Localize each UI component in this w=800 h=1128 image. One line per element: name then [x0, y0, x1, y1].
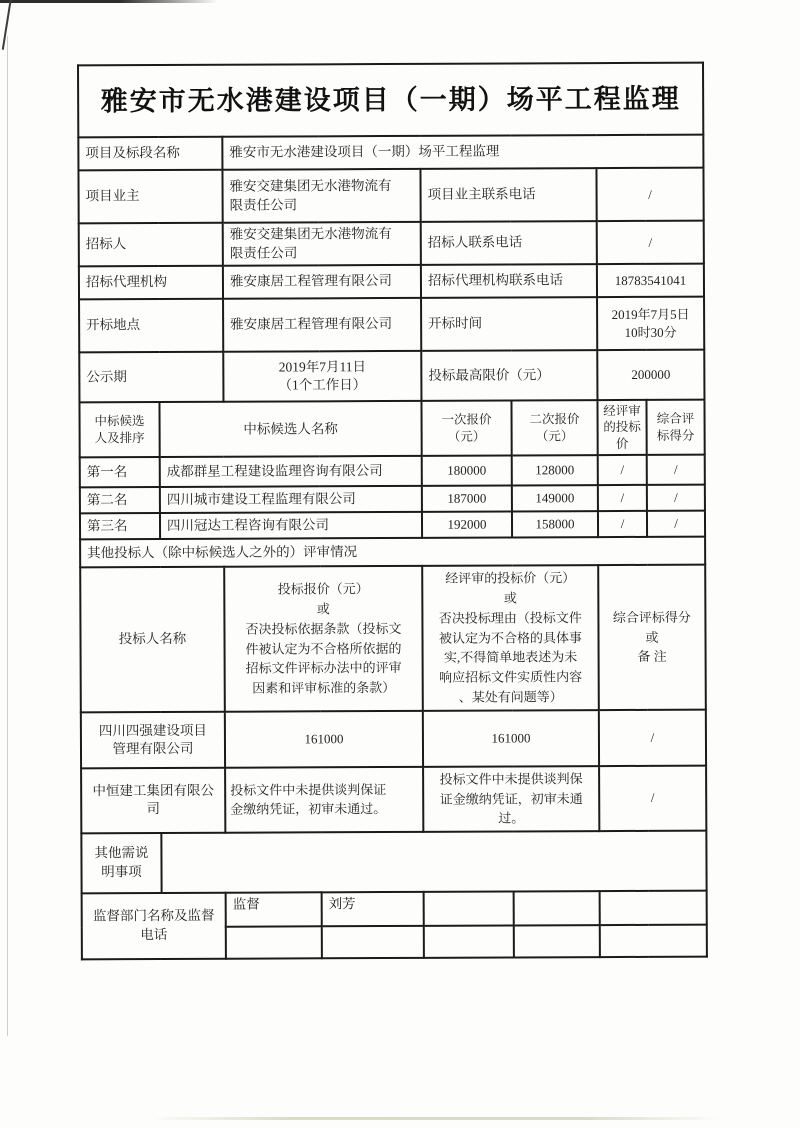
supervision-cell — [424, 925, 514, 957]
bidder-evaluated: 161000 — [423, 710, 599, 767]
other-bidders-banner: 其他投标人（除中标候选人之外的）评审情况 — [80, 537, 705, 568]
max-price-label: 投标最高限价（元） — [421, 350, 597, 401]
candidate-second-offer: 158000 — [512, 511, 598, 537]
supervision-cell — [600, 890, 707, 924]
bidder-evaluated: 投标文件中未提供谈判保 证金缴纳凭证，初审未通 过。 — [423, 766, 599, 831]
supervision-cell — [424, 891, 514, 925]
project-name-value: 雅安市无水港建设项目（一期）场平工程监理 — [222, 135, 703, 170]
second-offer-header: 二次报价 （元） — [511, 400, 597, 455]
bidder-price: 161000 — [225, 711, 423, 768]
agency-value: 雅安康居工程管理有限公司 — [223, 265, 421, 299]
candidate-score: / — [647, 511, 705, 537]
evaluated-price-header: 经评审 的投标 价 — [597, 400, 646, 455]
candidate-evaluated-price: / — [598, 485, 647, 511]
candidate-second-offer: 128000 — [512, 455, 598, 485]
scan-edge-bottom — [148, 1117, 723, 1120]
scan-edge-left — [7, 36, 8, 1036]
publicity-period-value: 2019年7月11日 （1个工作日） — [223, 351, 421, 402]
tender-result-table — [77, 62, 708, 960]
opening-place-value: 雅安康居工程管理有限公司 — [223, 298, 421, 352]
agency-label: 招标代理机构 — [79, 266, 223, 300]
publicity-period-label: 公示期 — [79, 352, 223, 403]
candidate-evaluated-price: / — [598, 455, 647, 485]
candidate-score: / — [647, 455, 705, 485]
candidate-rank-header: 中标候选 人及排序 — [79, 402, 159, 457]
candidate-evaluated-price: / — [598, 511, 647, 537]
bidder-name-header: 投标人名称 — [80, 567, 225, 713]
tenderer-phone-label: 招标人联系电话 — [421, 221, 597, 265]
bidder-evaluated-header: 经评审的投标价（元） 或 否决投标理由（投标文件 被认定为不合格的具体事 实,不得简单地表述为未 响应招标文件实质性内容 、某处有问题等） — [422, 565, 599, 711]
page-title: 雅安市无水港建设项目（一期）场平工程监理 — [78, 63, 703, 138]
agency-phone-value: 18783541041 — [597, 264, 704, 297]
candidate-rank: 第三名 — [80, 513, 160, 539]
candidate-first-offer: 180000 — [422, 455, 512, 485]
opening-place-label: 开标地点 — [79, 299, 223, 353]
candidate-name: 四川城市建设工程监理有限公司 — [160, 486, 422, 513]
opening-time-value: 2019年7月5日 10时30分 — [597, 297, 704, 350]
candidate-rank: 第二名 — [80, 487, 160, 513]
project-name-label: 项目及标段名称 — [78, 137, 222, 171]
bidder-name: 四川四强建设项目 管理有限公司 — [81, 712, 225, 769]
tenderer-label: 招标人 — [79, 223, 223, 267]
agency-phone-label: 招标代理机构联系电话 — [421, 264, 597, 298]
owner-phone-value: / — [596, 168, 703, 221]
bidder-price: 投标文件中未提供谈判保证 金缴纳凭证，初审未通过。 — [225, 767, 423, 832]
owner-label: 项目业主 — [78, 170, 222, 224]
max-price-value: 200000 — [597, 350, 704, 400]
supervision-cell: 监督 — [226, 892, 322, 926]
supervision-cell — [322, 925, 424, 957]
bidder-name: 中恒建工集团有限公 司 — [81, 768, 225, 833]
score-header: 综合评 标得分 — [646, 400, 704, 455]
candidate-name-header: 中标候选人名称 — [159, 401, 421, 457]
scan-edge-top — [0, 0, 218, 3]
supervision-cell — [514, 925, 600, 957]
supervisor-name: 刘芳 — [322, 891, 424, 925]
candidate-score: / — [647, 485, 705, 511]
candidate-name: 成都群星工程建设监理咨询有限公司 — [160, 456, 422, 487]
candidate-rank: 第一名 — [80, 457, 160, 487]
first-offer-header: 一次报价 （元） — [421, 400, 511, 455]
bidder-score-header: 综合评标得分 或 备 注 — [598, 565, 706, 710]
supervision-cell — [514, 891, 600, 925]
owner-value: 雅安交建集团无水港物流有 限责任公司 — [222, 169, 420, 223]
supervision-cell — [226, 926, 322, 958]
supervision-cell — [600, 924, 707, 956]
candidate-first-offer: 192000 — [422, 511, 512, 537]
candidate-name: 四川冠达工程咨询有限公司 — [160, 512, 422, 539]
notes-label: 其他需说 明事项 — [81, 833, 161, 893]
main-table — [77, 62, 708, 960]
owner-phone-label: 项目业主联系电话 — [420, 168, 596, 222]
bidder-remark: / — [599, 710, 706, 766]
candidate-second-offer: 149000 — [512, 485, 598, 511]
notes-value — [161, 830, 706, 892]
supervision-label: 监督部门名称及监督 电话 — [82, 892, 226, 959]
bidder-remark: / — [599, 766, 706, 831]
tenderer-phone-value: / — [597, 221, 704, 264]
candidate-first-offer: 187000 — [422, 485, 512, 511]
tenderer-value: 雅安交建集团无水港物流有 限责任公司 — [223, 222, 421, 266]
bidder-price-header: 投标报价（元） 或 否决投标依据条款（投标文 件被认定为不合格所依据的 招标文件评标办法中的评审 因素和评审标准的条款） — [224, 566, 423, 712]
opening-time-label: 开标时间 — [421, 297, 597, 351]
